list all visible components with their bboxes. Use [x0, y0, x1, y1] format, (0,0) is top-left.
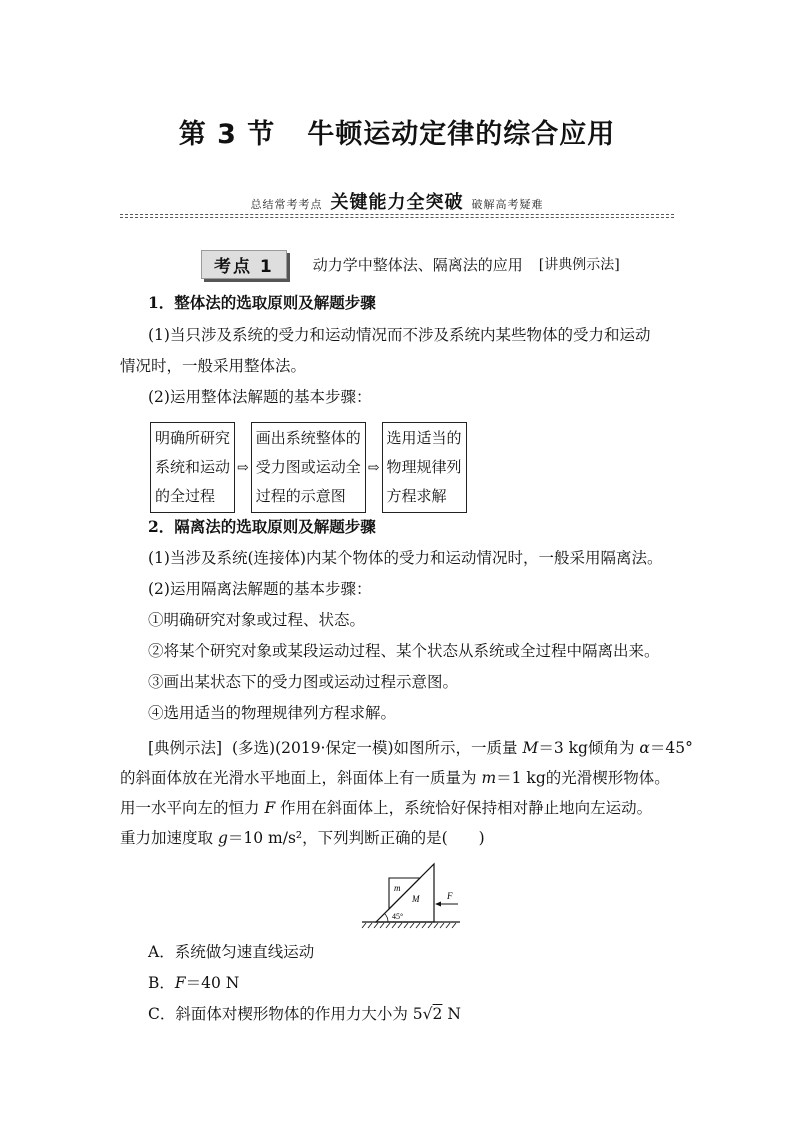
flow-box-2: 画出系统整体的 受力图或运动全 过程的示意图 [251, 422, 366, 513]
section1-heading: 1．整体法的选取原则及解题步骤 [148, 293, 376, 312]
banner-center: 关键能力全突破 [330, 192, 464, 213]
banner [120, 188, 674, 214]
flow-arrow-icon: ⇨ [367, 459, 380, 476]
banner-left: 总结常考考点 [250, 198, 323, 211]
flow-box-3: 选用适当的 物理规律列 方程求解 [382, 422, 467, 513]
label-angle: 45° [392, 912, 404, 921]
example-line-2: 的斜面体放在光滑水平地面上，斜面体上有一质量为 m＝1 kg的光滑楔形物体。 [120, 769, 670, 787]
option-c: C．斜面体对楔形物体的作用力大小为 5√2 N [148, 1005, 461, 1023]
banner-divider [120, 214, 674, 215]
section2-para1: (1)当涉及系统(连接体)内某个物体的受力和运动情况时，一般采用隔离法。 [148, 549, 663, 567]
force-arrow-icon [435, 902, 441, 907]
banner-divider-2 [120, 217, 674, 218]
step-2: ②将某个研究对象或某段运动过程、某个状态从系统或全过程中隔离出来。 [148, 642, 660, 660]
example-line-4: 重力加速度取 g＝10 m/s²，下列判断正确的是( ) [120, 829, 485, 847]
option-b: B．F＝40 N [148, 974, 240, 992]
section2-para2: (2)运用隔离法解题的基本步骤： [148, 580, 372, 598]
option-a: A．系统做匀速直线运动 [148, 943, 315, 961]
section-number: 第 3 节 [178, 119, 276, 150]
flow-box-1: 明确所研究 系统和运动 的全过程 [150, 422, 235, 513]
incline-diagram [358, 856, 468, 930]
flow-arrow-icon: ⇨ [237, 459, 249, 476]
topic-title: 动力学中整体法、隔离法的应用 [312, 255, 523, 274]
sqrt-icon: √ [422, 1005, 433, 1023]
page-title [0, 112, 794, 151]
section1-para1-line1: (1)当只涉及系统的受力和运动情况而不涉及系统内某些物体的受力和运动 [148, 326, 651, 344]
step-1: ①明确研究对象或过程、状态。 [148, 611, 366, 629]
label-m: m [394, 883, 401, 893]
section1-para2: (2)运用整体法解题的基本步骤： [148, 388, 372, 406]
section1-para1-line2: 情况时，一般采用整体法。 [120, 357, 307, 375]
topic-header [201, 250, 620, 278]
example-line-1: [典例示法] (多选)(2019·保定一模)如图所示，一质量 M＝3 kg倾角为 α＝45° [148, 739, 693, 757]
topic-tag: [讲典例示法] [538, 257, 620, 273]
label-F: F [447, 891, 453, 901]
banner-right: 破解高考疑难 [471, 198, 544, 211]
section2-heading: 2．隔离法的选取原则及解题步骤 [148, 517, 376, 536]
example-tag: [典例示法] [148, 739, 223, 757]
step-4: ④选用适当的物理规律列方程求解。 [148, 704, 397, 722]
topic-badge: 考点 1 [201, 250, 287, 279]
section-title: 牛顿运动定律的综合应用 [307, 119, 616, 150]
steps-flowchart [150, 422, 467, 513]
example-line-3: 用一水平向左的恒力 F 作用在斜面体上，系统恰好保持相对静止地向左运动。 [120, 799, 653, 817]
step-3: ③画出某状态下的受力图或运动过程示意图。 [148, 673, 459, 691]
label-M: M [412, 894, 420, 904]
